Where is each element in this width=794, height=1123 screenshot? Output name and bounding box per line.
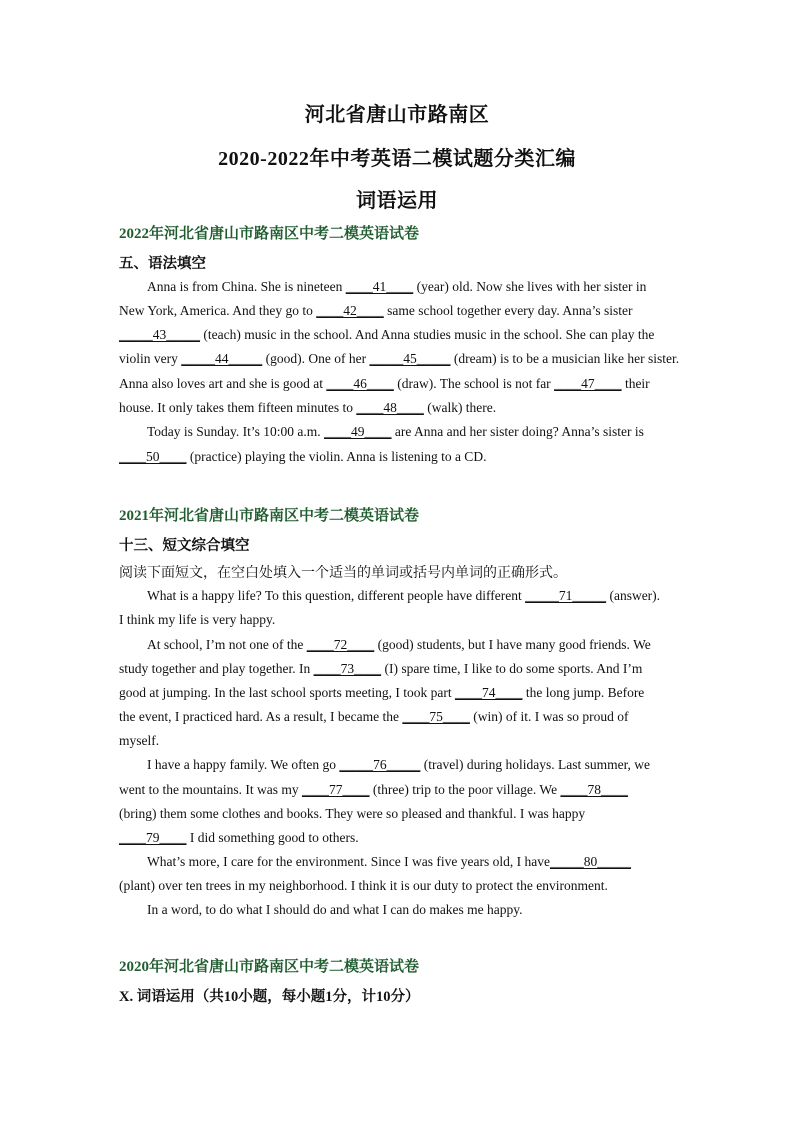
passage-text: same school together every day. Anna’s sister — [383, 303, 633, 318]
passage-text: (travel) during holidays. Last summer, we — [420, 757, 651, 772]
answer-blank[interactable]: _____44_____ — [181, 351, 263, 366]
part-heading-2021: 十三、短文综合填空 — [119, 538, 250, 554]
passage-line — [147, 757, 679, 773]
passage-line — [119, 830, 679, 846]
passage-text: Today is Sunday. It’s 10:00 a.m. — [147, 424, 325, 439]
passage-line — [147, 279, 679, 295]
passage-text: (draw). The school is not far — [393, 376, 555, 391]
passage-line — [147, 902, 679, 918]
passage-text: house. It only takes them fifteen minutes to — [119, 400, 357, 415]
passage-line — [119, 303, 679, 319]
passage-line — [119, 327, 679, 343]
passage-text: What’s more, I care for the environment. Since I was five years old, I have — [147, 854, 550, 869]
answer-blank[interactable]: _____80_____ — [549, 854, 631, 869]
answer-blank[interactable]: ____75____ — [402, 709, 470, 724]
passage-text: (practice) playing the violin. Anna is listening to a CD. — [186, 449, 487, 464]
passage-line — [147, 588, 679, 604]
passage-text: New York, America. And they go to — [119, 303, 317, 318]
passage-line — [119, 612, 679, 628]
passage-line — [147, 637, 679, 653]
passage-text: I did something good to others. — [186, 830, 359, 845]
answer-blank[interactable]: ____73____ — [313, 661, 382, 676]
answer-blank[interactable]: _____43_____ — [119, 327, 200, 342]
answer-blank[interactable]: ____78____ — [560, 782, 628, 797]
passage-text: (dream) is to be a musician like her sister. — [450, 351, 680, 366]
passage-text: (good) students, but I have many good friends. We — [374, 637, 651, 652]
answer-blank[interactable]: ____50____ — [119, 449, 187, 464]
passage-text: What is a happy life? To this question, different people have different — [147, 588, 526, 603]
passage-text: went to the mountains. It was my — [119, 782, 302, 797]
passage-line — [147, 854, 679, 870]
passage-text: Anna also loves art and she is good at — [119, 376, 327, 391]
passage-text: (good). One of her — [262, 351, 370, 366]
answer-blank[interactable]: _____71_____ — [525, 588, 607, 603]
passage-line — [119, 400, 679, 416]
page-topic: 词语运用 — [356, 190, 438, 212]
passage-text: Anna is from China. She is nineteen — [147, 279, 346, 294]
passage-text: (three) trip to the poor village. We — [369, 782, 561, 797]
passage-line — [119, 806, 679, 822]
passage-text: (year) old. Now she lives with her sister in — [413, 279, 647, 294]
passage-text: (bring) them some clothes and books. They were so pleased and thankful. I was happy — [119, 806, 586, 821]
passage-text: myself. — [119, 733, 160, 748]
answer-blank[interactable]: ____74____ — [454, 685, 523, 700]
passage-text: the long jump. Before — [522, 685, 645, 700]
passage-text: violin very — [119, 351, 182, 366]
passage-text: (answer). — [606, 588, 661, 603]
part-heading-2020: X. 词语运用（共10小题，每小题1分，计10分） — [119, 989, 420, 1005]
passage-text: I think my life is very happy. — [119, 612, 276, 627]
passage-text: the event, I practiced hard. As a result, I became the — [119, 709, 403, 724]
passage-line — [119, 782, 679, 798]
passage-text: (win) of it. I was so proud of — [469, 709, 629, 724]
answer-blank[interactable]: ____79____ — [119, 830, 187, 845]
answer-blank[interactable]: ____47____ — [554, 376, 622, 391]
passage-text: I have a happy family. We often go — [147, 757, 340, 772]
answer-blank[interactable]: ____46____ — [326, 376, 394, 391]
passage-line — [147, 424, 679, 440]
passage-text: (plant) over ten trees in my neighborhood. I think it is our duty to protect the environment. — [119, 878, 608, 893]
section-heading-2020: 2020年河北省唐山市路南区中考二模英语试卷 — [119, 959, 420, 975]
passage-text: study together and play together. In — [119, 661, 314, 676]
passage-text: good at jumping. In the last school sports meeting, I took part — [119, 685, 455, 700]
answer-blank[interactable]: ____48____ — [356, 400, 424, 415]
passage-line — [119, 878, 679, 894]
answer-blank[interactable]: ____49____ — [324, 424, 392, 439]
answer-blank[interactable]: ____72____ — [306, 637, 375, 652]
answer-blank[interactable]: ____42____ — [316, 303, 384, 318]
section-heading-2021: 2021年河北省唐山市路南区中考二模英语试卷 — [119, 508, 420, 524]
answer-blank[interactable]: ____41____ — [345, 279, 414, 294]
page-subtitle: 2020-2022年中考英语二模试题分类汇编 — [218, 148, 576, 170]
passage-line — [119, 449, 679, 465]
answer-blank[interactable]: ____77____ — [301, 782, 370, 797]
passage-text: At school, I’m not one of the — [147, 637, 307, 652]
passage-line — [119, 685, 679, 701]
passage-text: are Anna and her sister doing? Anna’s sister is — [391, 424, 644, 439]
answer-blank[interactable]: _____76_____ — [339, 757, 421, 772]
passage-line — [119, 376, 679, 392]
part-heading-2022: 五、语法填空 — [119, 256, 206, 272]
passage-line — [119, 661, 679, 677]
passage-line — [119, 351, 679, 367]
passage-text: (I) spare time, I like to do some sports. And I’m — [381, 661, 643, 676]
passage-text: (teach) music in the school. And Anna studies music in the school. She can play the — [200, 327, 655, 342]
passage-line — [119, 709, 679, 725]
instruction-2021: 阅读下面短文，在空白处填入一个适当的单词或括号内单词的正确形式。 — [119, 566, 567, 581]
answer-blank[interactable]: _____45_____ — [369, 351, 451, 366]
section-heading-2022: 2022年河北省唐山市路南区中考二模英语试卷 — [119, 226, 420, 242]
page-title: 河北省唐山市路南区 — [304, 104, 490, 126]
passage-line — [119, 733, 679, 749]
passage-text: (walk) there. — [423, 400, 497, 415]
passage-text: In a word, to do what I should do and what I can do makes me happy. — [147, 902, 523, 917]
passage-text: their — [621, 376, 650, 391]
